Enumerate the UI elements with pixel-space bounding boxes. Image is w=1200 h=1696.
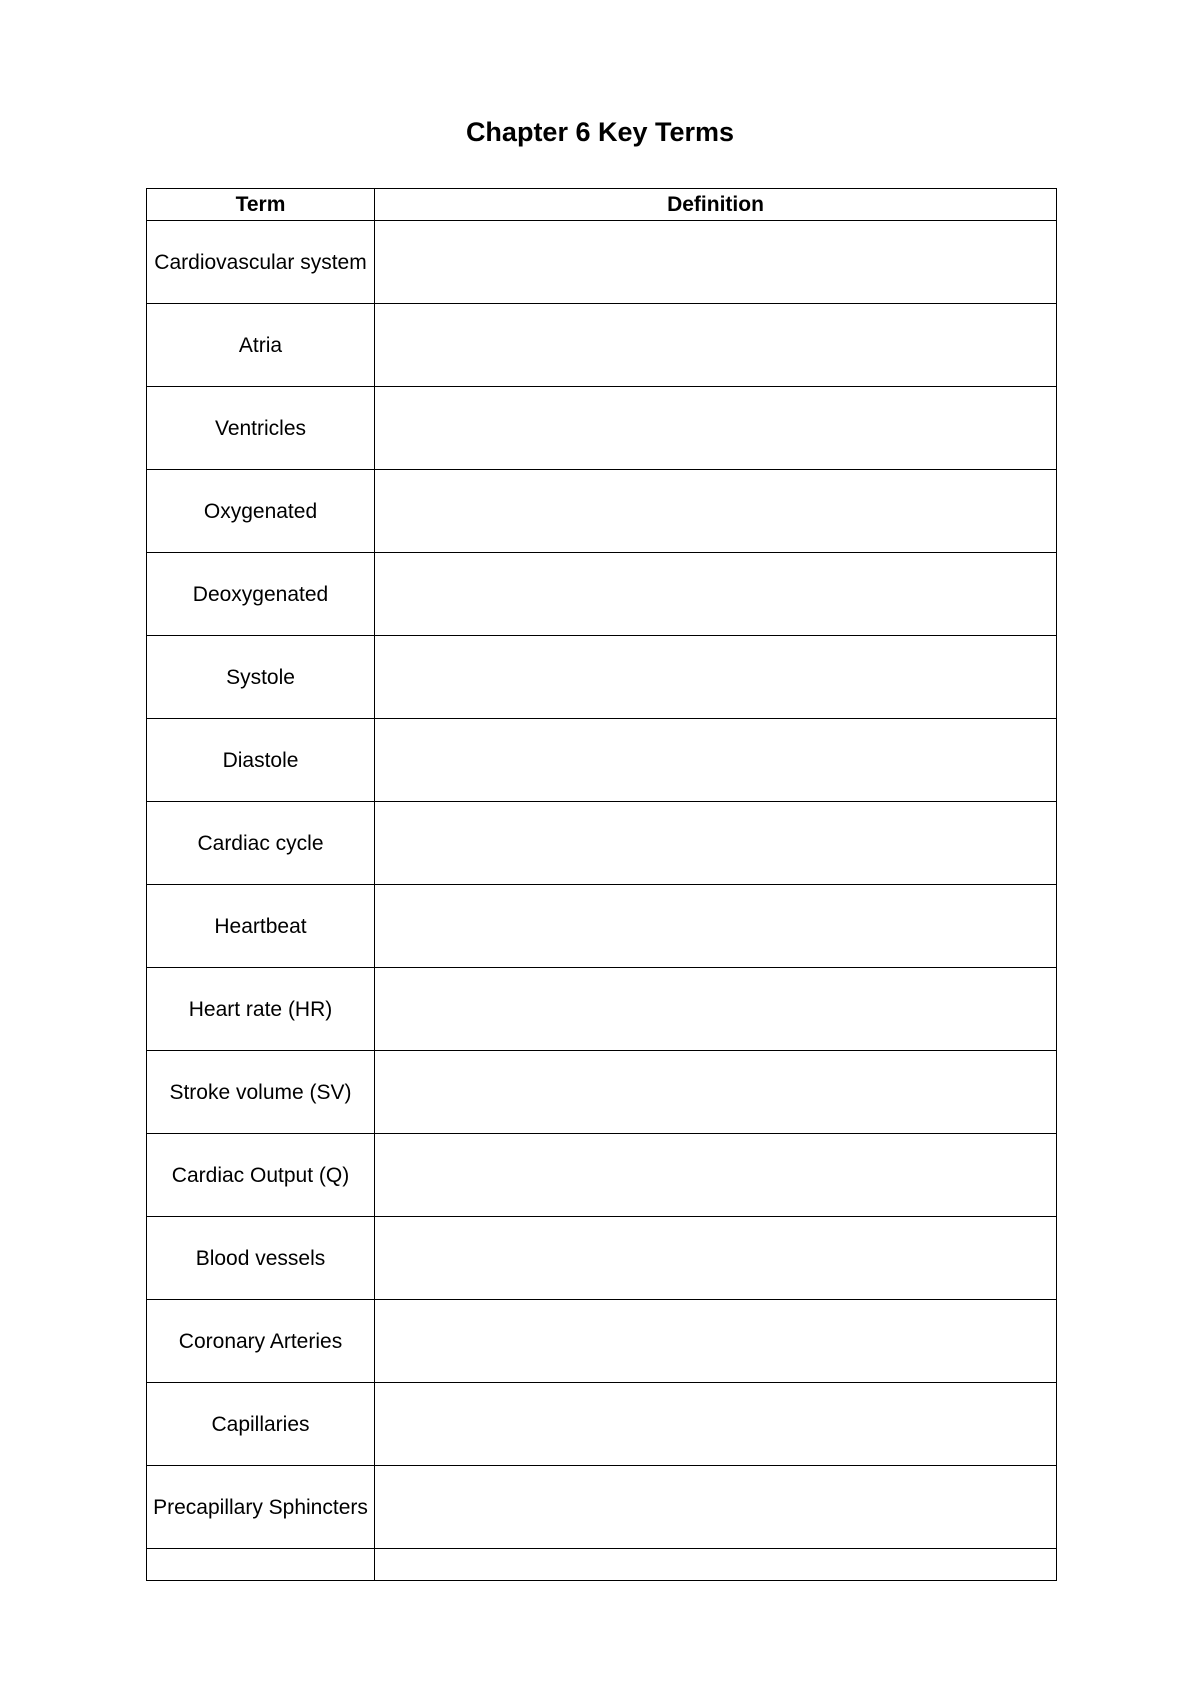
- table-row: [147, 968, 1057, 1051]
- definition-cell[interactable]: [375, 1383, 1057, 1466]
- table-row: [147, 636, 1057, 719]
- definition-cell[interactable]: [375, 802, 1057, 885]
- term-text: Capillaries: [211, 1412, 310, 1436]
- term-text: Oxygenated: [203, 499, 318, 523]
- definition-cell[interactable]: [375, 470, 1057, 553]
- table-header-row: [147, 189, 1057, 221]
- definition-cell[interactable]: [375, 221, 1057, 304]
- term-text: Heart rate (HR): [188, 997, 333, 1021]
- table-row: [147, 1051, 1057, 1134]
- definition-cell[interactable]: [375, 636, 1057, 719]
- term-cell: [147, 304, 375, 387]
- definition-cell[interactable]: [375, 387, 1057, 470]
- definition-cell[interactable]: [375, 1466, 1057, 1549]
- definition-cell[interactable]: [375, 1134, 1057, 1217]
- term-cell: [147, 1051, 375, 1134]
- term-cell: [147, 221, 375, 304]
- term-cell: [147, 1549, 375, 1581]
- table-row: [147, 802, 1057, 885]
- table-row: [147, 387, 1057, 470]
- definition-cell[interactable]: [375, 304, 1057, 387]
- term-cell: [147, 1383, 375, 1466]
- table-body: [147, 221, 1057, 1581]
- table-row: [147, 885, 1057, 968]
- term-cell: [147, 470, 375, 553]
- definition-cell[interactable]: [375, 968, 1057, 1051]
- definition-cell[interactable]: [375, 1051, 1057, 1134]
- term-text: Ventricles: [214, 416, 307, 440]
- definition-cell[interactable]: [375, 1300, 1057, 1383]
- term-text: Coronary Arteries: [178, 1329, 343, 1353]
- definition-cell[interactable]: [375, 553, 1057, 636]
- term-cell: [147, 1300, 375, 1383]
- table-row: [147, 553, 1057, 636]
- term-text: Systole: [226, 665, 295, 689]
- definition-cell[interactable]: [375, 1217, 1057, 1300]
- term-cell: [147, 553, 375, 636]
- term-cell: [147, 387, 375, 470]
- definition-cell[interactable]: [375, 719, 1057, 802]
- table-row: [147, 1383, 1057, 1466]
- definition-cell[interactable]: [375, 885, 1057, 968]
- term-text: Atria: [238, 333, 283, 357]
- table-row: [147, 1300, 1057, 1383]
- term-text: Stroke volume (SV): [169, 1080, 352, 1104]
- term-text: Cardiac Output (Q): [171, 1163, 350, 1187]
- term-cell: [147, 1466, 375, 1549]
- term-text: Precapillary Sphincters: [153, 1495, 368, 1519]
- term-text: Heartbeat: [214, 914, 307, 938]
- table-row: [147, 719, 1057, 802]
- term-text: Deoxygenated: [192, 582, 329, 606]
- term-cell: [147, 636, 375, 719]
- term-text: Cardiovascular system: [154, 250, 367, 274]
- term-cell: [147, 719, 375, 802]
- term-text: Diastole: [222, 748, 299, 772]
- definition-cell[interactable]: [375, 1549, 1057, 1581]
- term-cell: [147, 968, 375, 1051]
- key-terms-table: [146, 188, 1057, 1581]
- page-title: Chapter 6 Key Terms: [465, 117, 735, 147]
- table-row: [147, 1134, 1057, 1217]
- term-cell: [147, 802, 375, 885]
- table-row: [147, 470, 1057, 553]
- definition-column-header: Definition: [375, 189, 1057, 221]
- term-text: Cardiac cycle: [197, 831, 324, 855]
- table-row: [147, 221, 1057, 304]
- term-cell: [147, 885, 375, 968]
- table-row: [147, 1217, 1057, 1300]
- term-column-header: Term: [147, 189, 375, 221]
- term-text: Blood vessels: [195, 1246, 326, 1270]
- table-row: [147, 304, 1057, 387]
- term-cell: [147, 1134, 375, 1217]
- table-row: [147, 1549, 1057, 1581]
- table-row: [147, 1466, 1057, 1549]
- term-cell: [147, 1217, 375, 1300]
